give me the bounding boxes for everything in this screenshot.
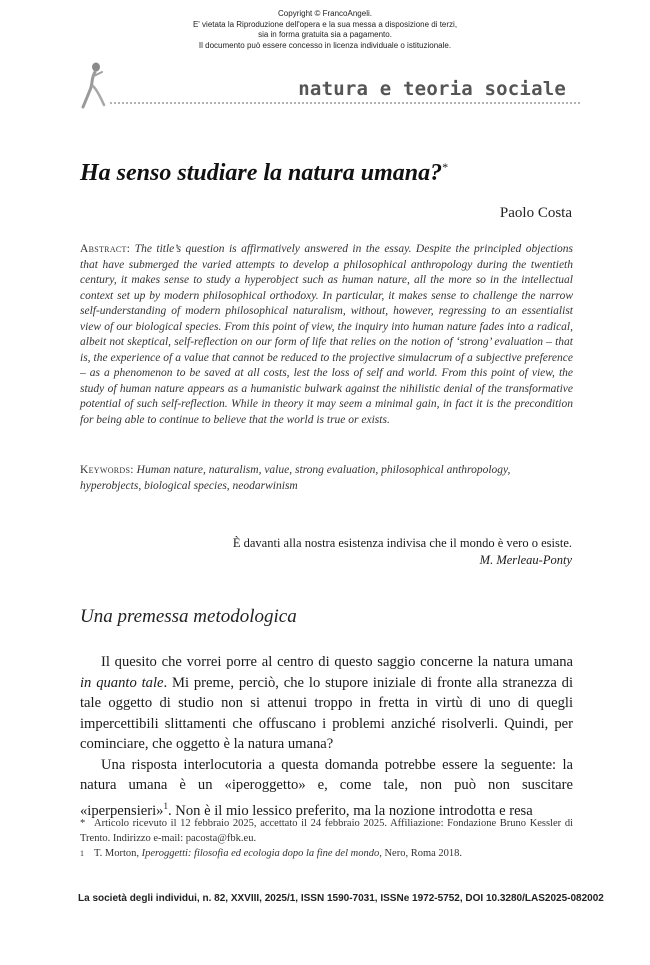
paragraph-text: . Mi preme, perciò, che lo stupore iniziale di fronte alla stranezza di tale oggetto di studio non si attenui troppo in fretta in virtù di uno di quegli impercettibili slittamenti che offuscano i problemi anziché risolverli. Quindi, per cominciare, che oggetto è la natura umana?: [80, 674, 573, 752]
footnote-text: T. Morton,: [94, 848, 142, 859]
footnote-mark: *: [80, 818, 86, 829]
epigraph-author: M. Merleau-Ponty: [479, 553, 572, 567]
copyright-line: Copyright © FrancoAngeli.: [278, 9, 372, 18]
footnote-text: Articolo ricevuto il 12 febbraio 2025, accettato il 24 febbraio 2025. Affiliazione: Fondazione Bruno Kessler di Trento. Indirizzo e-mail: pacosta@fbk.eu.: [80, 818, 573, 844]
article-title: [80, 160, 580, 187]
footnotes: [80, 816, 573, 861]
paragraph-emphasis: in quanto tale: [80, 674, 164, 691]
paragraph-text: Il quesito che vorrei porre al centro di questo saggio concerne la natura umana: [101, 654, 573, 670]
paragraph-text: Una risposta interlocutoria a questa domanda potrebbe essere la seguente: la natura umana è un «iperoggetto» e, come tale, non può non suscitare «iperpensieri»: [80, 756, 573, 819]
footnote-reference[interactable]: 1: [163, 800, 168, 811]
keywords-text: Human nature, naturalism, value, strong evaluation, philosophical anthropology, hyperobjects, biological species, neodarwinism: [80, 464, 511, 492]
footnote: [80, 816, 573, 846]
title-footnote-mark: *: [442, 160, 449, 174]
copyright-line: E' vietata la Riproduzione dell'opera e la sua messa a disposizione di terzi,: [192, 19, 458, 29]
footnote-text: , Nero, Roma 2018.: [379, 848, 463, 859]
copyright-line: sia in forma gratuita sia a pagamento.: [258, 30, 392, 39]
epigraph: [233, 535, 572, 569]
section-header: [80, 60, 580, 112]
epigraph-quote: È davanti alla nostra esistenza indivisa che il mondo è vero o esiste.: [232, 536, 572, 550]
section-heading: Una premessa metodologica: [80, 606, 297, 627]
footnote: [80, 846, 573, 861]
paragraph-text: . Non è il mio lessico preferito, ma la nozione introdotta e resa: [167, 802, 533, 819]
keywords: [80, 463, 573, 494]
copyright-notice: [0, 9, 650, 51]
paragraph: [80, 755, 573, 821]
journal-citation: La società degli individui, n. 82, XXVIII, 2025/1, ISSN 1590-7031, ISSNe 1972-5752, DOI 10.3280/LAS2025-082002: [78, 893, 604, 904]
footnote-book-title: Iperoggetti: filosofia ed ecologia dopo la fine del mondo: [141, 848, 380, 859]
abstract: [80, 242, 573, 428]
abstract-text: The title’s question is affirmatively answered in the essay. Despite the principled objections that have submerged the varied attempts to develop a philosophical anthropology during the twentieth century, it makes sense to study a hyperobject such as human nature, all the more so in the intellectual context set up by modern philosophical orthodoxy. In particular, it makes sense to challenge the narrow self-understanding of modern philosophical naturalism, without, however, regressing to an essentialist view of our biological species. From this point of view, the inquiry into human nature fades into a radical, albeit not skeptical, self-reflection on our form of life that relies on the notion of ‘strong’ evaluation – that is, the experience of a value that cannot be reduced to the projective simulacrum of a subjective preference – as a phenomenon to be saved at all costs, lest the loss of self and world. From this point of view, the study of human nature appears as a humanistic bulwark against the nihilistic denial of the transformative potential of such self-reflection. While in theory it may seem a minimal gain, in fact it is the precondition for being able to continue to believe that the world is true or exists.: [80, 243, 574, 426]
footnote-mark: 1: [80, 849, 84, 858]
author-name: Paolo Costa: [499, 205, 572, 221]
paragraph: [80, 652, 573, 755]
body-text: [80, 652, 573, 821]
figure-logo-icon: [80, 60, 110, 110]
abstract-label: Abstract:: [80, 243, 131, 255]
article-title-text: Ha senso studiare la natura umana?: [80, 160, 443, 186]
section-title: natura e teoria sociale: [298, 78, 566, 100]
dotted-rule: [110, 102, 580, 104]
keywords-label: Keywords:: [80, 464, 134, 476]
copyright-line: Il documento può essere concesso in licenza individuale o istituzionale.: [198, 40, 452, 50]
